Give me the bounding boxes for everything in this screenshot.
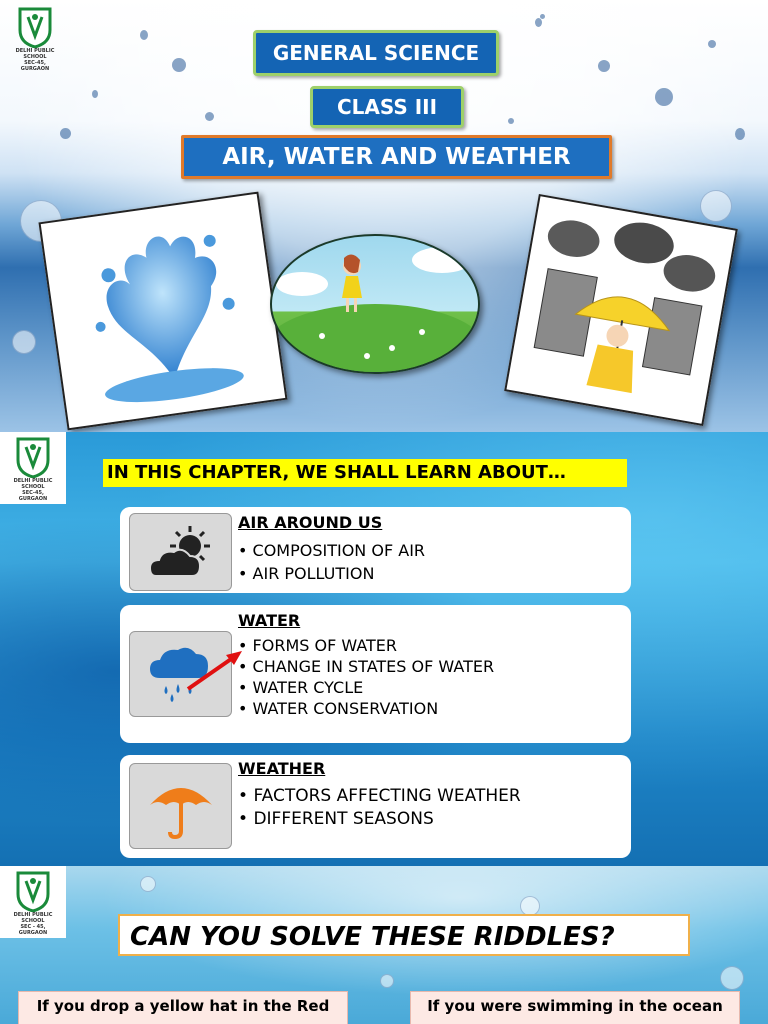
topic-list [238, 635, 494, 719]
topic-item: • WATER CONSERVATION [238, 698, 494, 719]
school-logo [10, 6, 60, 70]
school-crest-icon [15, 436, 51, 478]
red-arrow-pointer [184, 645, 248, 695]
topic-card-water [120, 605, 631, 743]
topic-item: • CHANGE IN STATES OF WATER [238, 656, 494, 677]
chapter-heading: IN THIS CHAPTER, WE SHALL LEARN ABOUT… [103, 459, 627, 487]
umbrella-pollution-illustration [506, 196, 735, 423]
topic-title: AIR AROUND US [238, 513, 383, 532]
topic-list [238, 539, 425, 585]
riddle-box: If you drop a yellow hat in the Red [18, 991, 348, 1024]
riddle-box: If you were swimming in the ocean [410, 991, 740, 1024]
logo-school-name: DELHI PUBLIC SCHOOL [13, 912, 53, 924]
girl-in-meadow-image [270, 234, 480, 374]
topic-title: WEATHER [238, 759, 326, 778]
water-droplet [535, 18, 542, 27]
topic-item: • COMPOSITION OF AIR [238, 539, 425, 562]
water-droplet [508, 118, 514, 124]
umbrella-pollution-image [504, 194, 738, 426]
water-bubble [140, 876, 156, 892]
school-crest-icon [17, 6, 53, 48]
water-bubble [12, 330, 36, 354]
water-droplet [735, 128, 745, 140]
slide-chapter-overview [0, 432, 768, 866]
water-droplet [60, 128, 71, 139]
water-splash-image [38, 192, 287, 431]
school-logo-inner [8, 870, 58, 934]
topic-card-air [120, 507, 631, 593]
logo-school-sector: SEC - 45, GURGAON [18, 924, 48, 936]
water-bubble [700, 190, 732, 222]
water-droplet [140, 30, 148, 40]
class-banner: CLASS III [310, 86, 464, 128]
chapter-title-banner: AIR, WATER AND WEATHER [181, 135, 612, 179]
water-bubble [720, 966, 744, 990]
riddles-heading: CAN YOU SOLVE THESE RIDDLES? [118, 914, 690, 956]
water-droplet [598, 60, 610, 72]
water-droplet [205, 112, 214, 121]
school-logo [0, 866, 66, 938]
water-droplet [540, 14, 545, 19]
sun-cloud-icon [129, 513, 232, 591]
water-droplet [655, 88, 673, 106]
water-splash-illustration [41, 194, 286, 428]
water-droplet [708, 40, 716, 48]
topic-item: • FORMS OF WATER [238, 635, 494, 656]
school-crest-icon [15, 870, 51, 912]
topic-item: • WATER CYCLE [238, 677, 494, 698]
topic-item: • DIFFERENT SEASONS [238, 808, 521, 831]
logo-school-name: DELHI PUBLIC SCHOOL [13, 478, 53, 490]
logo-school-sector: SEC-45, GURGAON [20, 60, 50, 72]
subject-banner: GENERAL SCIENCE [253, 30, 499, 76]
school-logo-inner [8, 436, 58, 500]
water-droplet [92, 90, 98, 98]
girl-in-meadow-illustration [272, 236, 478, 372]
topic-list [238, 785, 521, 831]
slide-riddles [0, 866, 768, 1024]
slide-title [0, 0, 768, 432]
logo-school-name: DELHI PUBLIC SCHOOL [15, 48, 55, 60]
school-logo [0, 432, 66, 504]
topic-title: WATER [238, 611, 301, 630]
water-bubble [380, 974, 394, 988]
water-droplet [172, 58, 186, 72]
umbrella-icon [129, 763, 232, 849]
water-bubble [520, 896, 540, 916]
topic-item: • FACTORS AFFECTING WEATHER [238, 785, 521, 808]
topic-card-weather [120, 755, 631, 858]
topic-item: • AIR POLLUTION [238, 562, 425, 585]
logo-school-sector: SEC-45, GURGAON [18, 490, 48, 502]
